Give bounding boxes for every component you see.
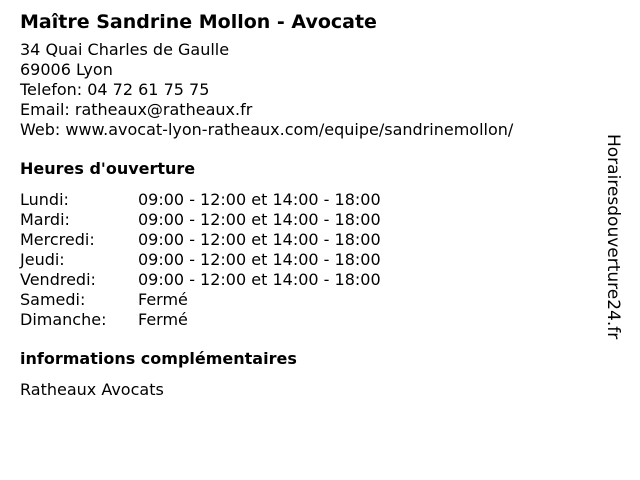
address-line-1: 34 Quai Charles de Gaulle bbox=[20, 40, 230, 59]
address-line-2: 69006 Lyon bbox=[20, 60, 113, 79]
day-label: Vendredi: bbox=[20, 270, 96, 289]
opening-hours-heading: Heures d'ouverture bbox=[20, 159, 196, 178]
phone-line: Telefon: 04 72 61 75 75 bbox=[20, 80, 210, 99]
day-hours: Fermé bbox=[138, 310, 188, 329]
day-label: Mardi: bbox=[20, 210, 70, 229]
day-label: Jeudi: bbox=[20, 250, 65, 269]
hours-row-samedi bbox=[20, 290, 600, 310]
opening-hours-table bbox=[20, 190, 600, 330]
business-card bbox=[20, 8, 600, 400]
hours-row-mardi bbox=[20, 210, 600, 230]
email-line: Email: ratheaux@ratheaux.fr bbox=[20, 100, 253, 119]
site-watermark: Horairesdouverture24.fr bbox=[603, 134, 623, 340]
web-line: Web: www.avocat-lyon-ratheaux.com/equipe/sandrinemollon/ bbox=[20, 120, 514, 139]
hours-row-lundi bbox=[20, 190, 600, 210]
business-title: Maître Sandrine Mollon - Avocate bbox=[20, 11, 377, 33]
day-hours: 09:00 - 12:00 et 14:00 - 18:00 bbox=[138, 250, 381, 269]
extra-info-text: Ratheaux Avocats bbox=[20, 380, 164, 399]
day-label: Samedi: bbox=[20, 290, 86, 309]
day-hours: 09:00 - 12:00 et 14:00 - 18:00 bbox=[138, 230, 381, 249]
extra-info-heading: informations complémentaires bbox=[20, 349, 297, 368]
hours-row-vendredi bbox=[20, 270, 600, 290]
day-label: Dimanche: bbox=[20, 310, 107, 329]
day-hours: 09:00 - 12:00 et 14:00 - 18:00 bbox=[138, 270, 381, 289]
day-hours: 09:00 - 12:00 et 14:00 - 18:00 bbox=[138, 210, 381, 229]
day-label: Mercredi: bbox=[20, 230, 95, 249]
hours-row-dimanche bbox=[20, 310, 600, 330]
day-label: Lundi: bbox=[20, 190, 69, 209]
hours-row-mercredi bbox=[20, 230, 600, 250]
day-hours: Fermé bbox=[138, 290, 188, 309]
hours-row-jeudi bbox=[20, 250, 600, 270]
day-hours: 09:00 - 12:00 et 14:00 - 18:00 bbox=[138, 190, 381, 209]
